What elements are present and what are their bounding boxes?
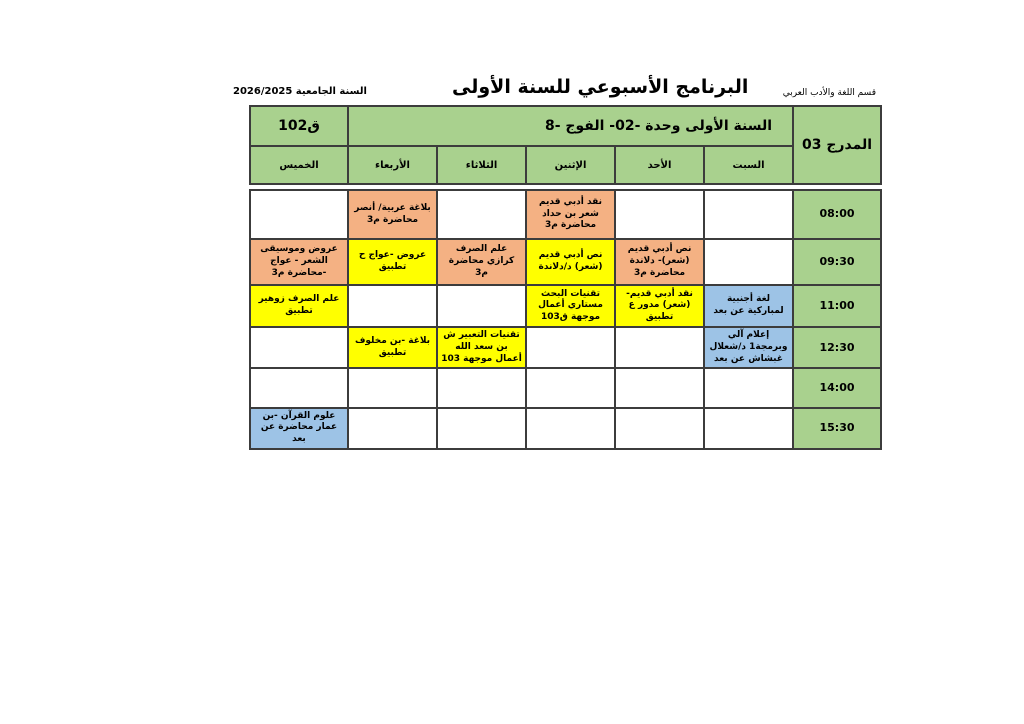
class-cell [250, 327, 348, 368]
time-slot: 12:30 [793, 327, 881, 368]
class-cell: علم الصرف كرازي محاضرة م3 [437, 239, 526, 285]
academic-year: السنة الجامعية 2026/2025 [233, 86, 367, 97]
class-cell: نص أدبي قديم (شعر) د/دلاندة [526, 239, 615, 285]
class-cell [250, 368, 348, 407]
class-cell [704, 239, 793, 285]
class-cell: بلاغة عربية/ أنصر محاضرة م3 [348, 190, 437, 238]
class-cell: علم الصرف زوهير تطبيق [250, 285, 348, 327]
class-cell: عروض وموسيقى الشعر - عواج -محاضرة م3 [250, 239, 348, 285]
day-header: الثلاثاء [437, 146, 526, 184]
class-cell [704, 190, 793, 238]
class-cell: بلاغة -بن مخلوف تطبيق [348, 327, 437, 368]
day-header: الإثنين [526, 146, 615, 184]
class-cell: إعلام آلي وبرمجة1 د/شعلال غبشاش عن بعد [704, 327, 793, 368]
class-cell: علوم القرآن -بن عمار محاضرة عن بعد [250, 408, 348, 449]
class-cell [615, 327, 704, 368]
time-slot: 11:00 [793, 285, 881, 327]
class-cell [437, 285, 526, 327]
class-cell [704, 368, 793, 407]
class-cell [615, 190, 704, 238]
class-cell [526, 327, 615, 368]
day-header: الأربعاء [348, 146, 437, 184]
class-cell: تقنيات البحث مستاري أعمال موجهة ق103 [526, 285, 615, 327]
class-cell: نقد أدبي قديم-(شعر) مدور ع تطبيق [615, 285, 704, 327]
room-label: ق102 [250, 106, 348, 146]
class-cell [615, 368, 704, 407]
class-cell [615, 408, 704, 449]
class-cell [526, 368, 615, 407]
time-slot: 09:30 [793, 239, 881, 285]
class-cell: نص أدبي قديم (شعر)- دلاندة محاضرة م3 [615, 239, 704, 285]
class-cell [437, 408, 526, 449]
schedule-table [249, 105, 882, 450]
class-cell: عروض -عواج ح تطبيق [348, 239, 437, 285]
time-slot: 14:00 [793, 368, 881, 407]
group-info: السنة الأولى وحدة -02- الفوج -8 [348, 106, 793, 146]
class-cell [348, 285, 437, 327]
class-cell [437, 368, 526, 407]
class-cell: لغة أجنبية لمباركية عن بعد [704, 285, 793, 327]
day-header: السبت [704, 146, 793, 184]
day-header: الأحد [615, 146, 704, 184]
class-cell: نقد أدبي قديم شعر بن حداد محاضرة م3 [526, 190, 615, 238]
hall-label: المدرج 03 [793, 106, 881, 184]
class-cell: تقنيات التعبير ش بن سعد الله أعمال موجهة 103 [437, 327, 526, 368]
time-slot: 15:30 [793, 408, 881, 449]
class-cell [526, 408, 615, 449]
day-header: الخميس [250, 146, 348, 184]
class-cell [348, 368, 437, 407]
class-cell [437, 190, 526, 238]
department-name: قسم اللغة والأدب العربي [782, 88, 876, 98]
time-slot: 08:00 [793, 190, 881, 238]
class-cell [704, 408, 793, 449]
class-cell [250, 190, 348, 238]
class-cell [348, 408, 437, 449]
page-title: البرنامج الأسبوعي للسنة الأولى [452, 76, 749, 98]
